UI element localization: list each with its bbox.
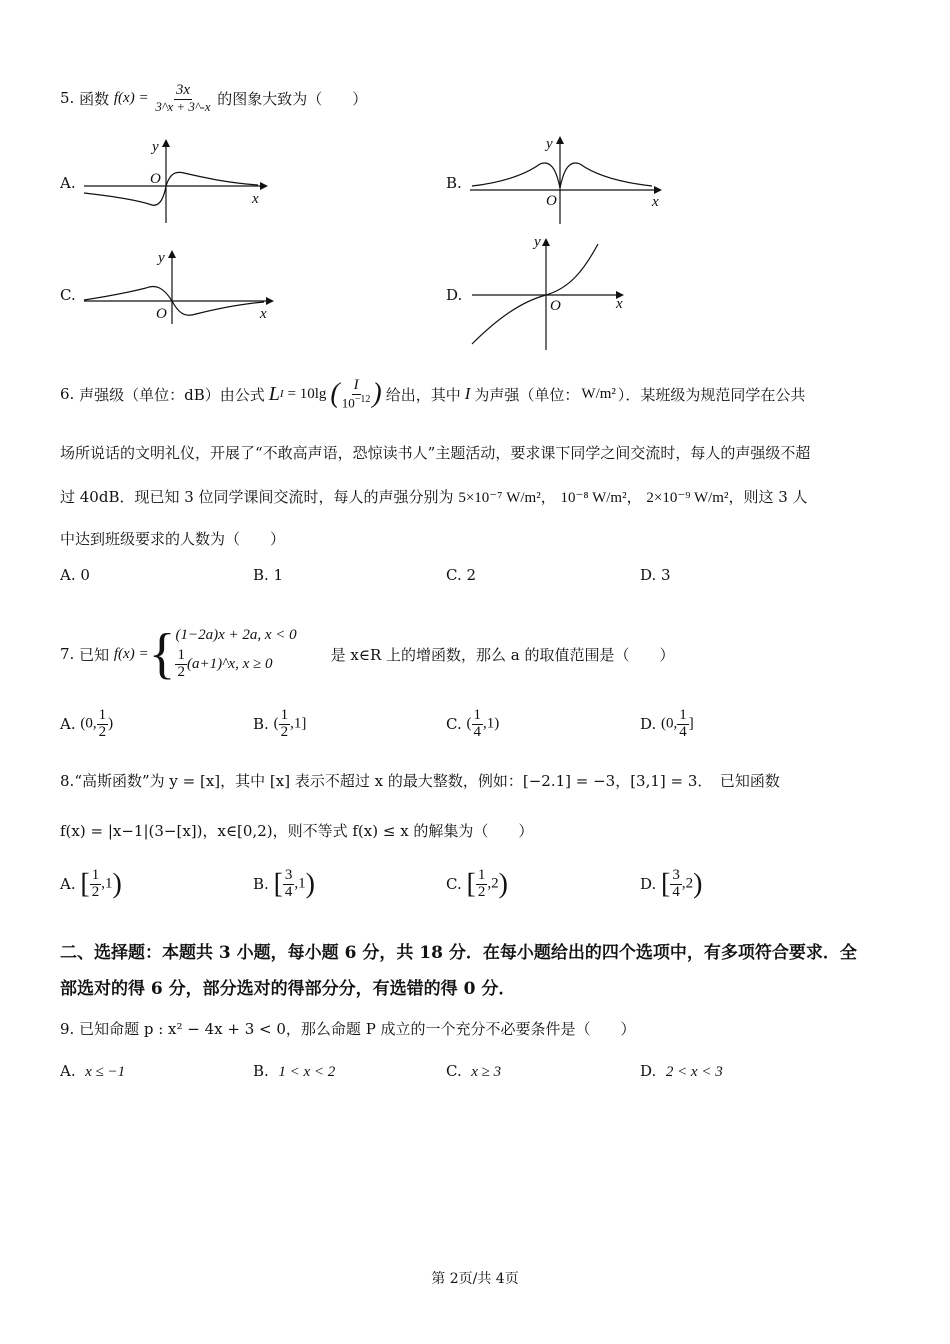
q8-option-a — [60, 868, 122, 901]
q9-option-b-text: 1 < x < 2 — [278, 1064, 336, 1080]
q8-option-b-label: B. — [253, 875, 269, 894]
q6-line-1 — [60, 372, 805, 416]
q9-option-d-label: D. — [640, 1062, 657, 1080]
q7-option-d — [640, 708, 694, 741]
q6-option-d: D. 3 — [640, 566, 671, 584]
q5-graph-b — [466, 132, 666, 227]
q5-d-x: x — [616, 296, 623, 312]
q9-stem — [60, 1018, 636, 1039]
q7-option-c-expr: ( $\frac{1}{4}$ ,1) — [466, 707, 500, 740]
q6-number: 6. — [60, 385, 75, 403]
q6-line-3: 过 40dB．现已知 3 位同学课间交流时，每人的声强分别为 5×10⁻⁷ W/m²， 10⁻⁸ W/m²， 2×10⁻⁹ W/m²，则这 3 人 — [60, 488, 808, 506]
q5-a-o: O — [150, 171, 161, 187]
q7-number: 7. — [60, 645, 75, 663]
q7-case-1: (1−2a)x + 2a, x < 0 — [175, 627, 297, 644]
q8-option-d — [640, 868, 702, 901]
q5-c-y: y — [158, 250, 165, 266]
section-2-heading-line-2: 部选对的得 6 分，部分选对的得部分分，有选错的得 0 分． — [60, 979, 516, 999]
q7-option-b — [253, 708, 306, 741]
q5-b-y: y — [546, 136, 553, 152]
q9-option-c — [446, 1062, 501, 1081]
q8-option-b-expr: [ $\frac{3}{4}$ ,1) — [273, 867, 315, 900]
q5-fraction — [153, 83, 212, 113]
q6-var-i: I — [464, 384, 471, 403]
q5-pre: 函数 — [79, 89, 110, 108]
q9-option-a — [60, 1062, 125, 1081]
q8-line-2: f(x) = |x−1|(3−[x])，x∈[0,2)，则不等式 f(x) ≤ x 的解集为（ ） — [60, 822, 534, 840]
q5-b-x: x — [652, 194, 659, 210]
q8-option-d-expr: [ $\frac{3}{4}$ ,2) — [661, 867, 703, 900]
q5-stem — [60, 80, 367, 116]
q8-option-c — [446, 868, 508, 901]
q9-option-b — [253, 1062, 335, 1081]
q6-value-1: 5×10⁻⁷ W/m² — [458, 490, 541, 506]
q6-text-c: 为声强（单位： — [474, 385, 580, 404]
q9-option-d — [640, 1062, 723, 1081]
q5-b-o: O — [546, 193, 557, 209]
section-2-heading-line-1: 二、选择题：本题共 3 小题，每小题 6 分，共 18 分．在每小题给出的四个选项中，有多项符合要求．全 — [60, 943, 857, 963]
q5-a-y: y — [152, 139, 159, 155]
q6-text-d: ）．某班级为规范同学在公共 — [617, 385, 806, 404]
q7-case-2: (a+1)^x, x ≥ 0 — [186, 656, 273, 672]
q7-option-d-expr: (0, $\frac{1}{4}$ ] — [661, 707, 694, 740]
q5-d-o: O — [550, 298, 561, 314]
q5-option-d-label: D. — [446, 286, 463, 304]
q5-graph-c — [80, 246, 280, 326]
q6-text-a: 声强级（单位：dB）由公式 — [79, 385, 265, 404]
q9-text: 已知命题 p : x² − 4x + 3 < 0，那么命题 P 成立的一个充分不必要条件是（ ） — [79, 1020, 636, 1038]
q6-option-a: A. 0 — [60, 566, 90, 584]
q7-option-a-label: A. — [60, 715, 76, 734]
q7-case-2-row — [175, 648, 296, 681]
q6-formula: L I = 10lg ( $\frac{I}{10^{-12}}$ ) — [268, 377, 382, 411]
q6-option-b: B. 1 — [253, 566, 284, 584]
q5-graph-d — [466, 232, 636, 352]
q7-option-c — [446, 708, 499, 741]
q7-pre: 已知 — [79, 645, 110, 664]
q5-c-x: x — [260, 306, 267, 322]
q7-option-c-label: C. — [446, 715, 462, 734]
q6-line-4: 中达到班级要求的人数为（ ） — [60, 530, 286, 548]
q6-unit: W/m² — [581, 385, 616, 402]
q7-cases — [175, 627, 296, 681]
q8-number: 8. — [60, 772, 75, 790]
q5-frac-num: 3x — [175, 81, 190, 98]
q5-a-x: x — [252, 191, 259, 207]
q5-option-c-label: C. — [60, 286, 76, 304]
q5-post: 的图象大致为（ ） — [217, 89, 368, 108]
q5-option-a-label: A. — [60, 174, 76, 192]
q9-option-d-text: 2 < x < 3 — [665, 1064, 723, 1080]
q8-option-d-label: D. — [640, 875, 657, 894]
q5-option-b-label: B. — [446, 174, 462, 192]
q7-option-b-expr: ( $\frac{1}{2}$ ,1] — [273, 707, 307, 740]
q8-option-c-expr: [ $\frac{1}{2}$ ,2) — [466, 867, 508, 900]
q8-option-b — [253, 868, 315, 901]
q6-text-3a: 过 40dB．现已知 3 位同学课间交流时，每人的声强分别为 — [60, 488, 454, 506]
q9-option-a-label: A. — [60, 1062, 76, 1080]
q9-number: 9. — [60, 1020, 75, 1038]
q8-text-1: “高斯函数”为 y = [x]，其中 [x] 表示不超过 x 的最大整数，例如：[−2.1] = −3，[3,1] = 3． 已知函数 — [74, 772, 780, 790]
q5-frac-den: 3^x + 3^-x — [155, 98, 211, 114]
q8-option-c-label: C. — [446, 875, 462, 894]
q9-option-b-label: B. — [253, 1062, 269, 1080]
q7-case-2-coef: $\frac{1}{2}$ — [177, 647, 185, 680]
q6-option-c: C. 2 — [446, 566, 477, 584]
q7-post: 是 x∈R 上的增函数，那么 a 的取值范围是（ ） — [330, 645, 675, 664]
q9-option-c-label: C. — [446, 1062, 462, 1080]
q7-option-a — [60, 708, 113, 741]
q5-number: 5. — [60, 89, 75, 107]
q9-option-c-text: x ≥ 3 — [471, 1064, 502, 1080]
q8-line-1 — [60, 770, 780, 791]
q6-text-3b: ，则这 3 人 — [728, 488, 808, 506]
q7-lhs: f(x) = — [113, 645, 149, 662]
q5-c-o: O — [156, 306, 167, 322]
q6-line-2: 场所说话的文明礼仪，开展了“不敢高声语，恐惊读书人”主题活动，要求课下同学之间交流时，每人的声强级不超 — [60, 444, 811, 462]
q5-graph-a — [80, 135, 270, 225]
q7-brace: { — [148, 623, 176, 685]
q7-option-d-label: D. — [640, 715, 657, 734]
q8-option-a-expr: [ $\frac{1}{2}$ ,1) — [80, 867, 122, 900]
q9-option-a-text: x ≤ −1 — [85, 1064, 126, 1080]
q7-option-b-label: B. — [253, 715, 269, 734]
page-footer: 第 2页/共 4页 — [431, 1271, 519, 1287]
q5-lhs: f(x) = — [113, 89, 149, 106]
q6-text-b: 给出，其中 — [385, 385, 461, 404]
q7-stem — [60, 614, 675, 694]
q7-option-a-expr: (0, $\frac{1}{2}$ ) — [80, 707, 114, 740]
q6-value-2: 10⁻⁸ W/m² — [560, 490, 627, 506]
q5-d-y: y — [534, 234, 541, 250]
q8-option-a-label: A. — [60, 875, 76, 894]
q6-value-3: 2×10⁻⁹ W/m² — [646, 490, 729, 506]
